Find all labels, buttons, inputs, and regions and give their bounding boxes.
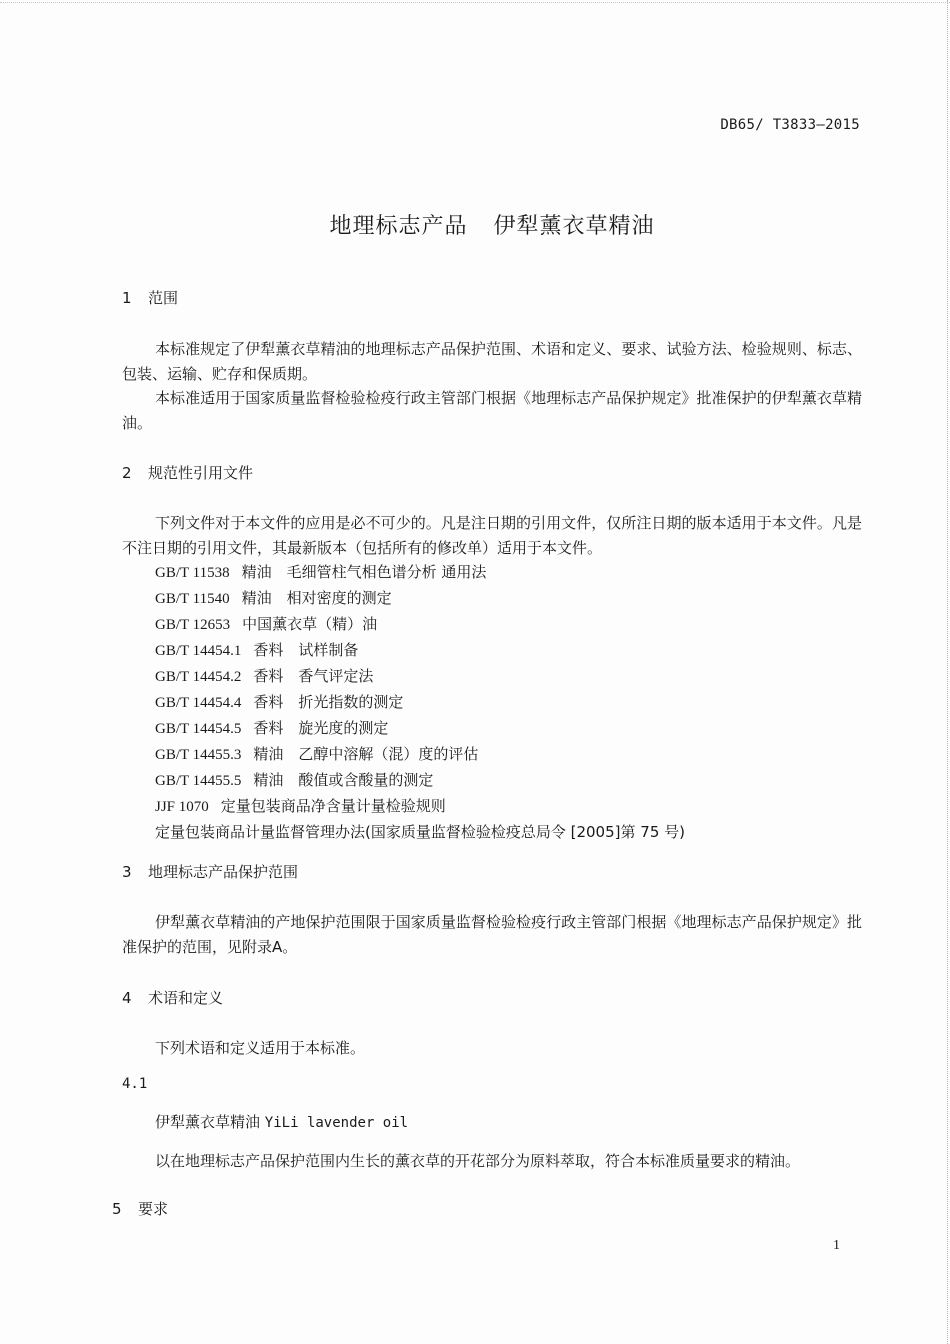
section-number: 4 <box>122 989 132 1007</box>
list-item <box>155 586 685 612</box>
reference-title: 定量包装商品计量监督管理办法(国家质量监督检验检疫总局令 [2005]第 75 号) <box>155 823 685 841</box>
scan-right-edge <box>946 0 948 1344</box>
section-number: 2 <box>122 464 132 482</box>
reference-code: GB/T 14454.1 <box>155 643 242 659</box>
list-item <box>155 768 685 794</box>
reference-title: 香料 旋光度的测定 <box>253 719 389 737</box>
reference-code: GB/T 14455.3 <box>155 747 242 763</box>
paragraph: 伊犁薰衣草精油的产地保护范围限于国家质量监督检验检疫行政主管部门根据《地理标志产品保护规定》批准保护的范围，见附录A。 <box>122 913 862 956</box>
reference-code: GB/T 14455.5 <box>155 773 242 789</box>
reference-title: 香料 折光指数的测定 <box>253 693 404 711</box>
term-name-zh: 伊犁薰衣草精油 <box>155 1113 261 1131</box>
section-heading-protection-scope <box>122 861 298 882</box>
reference-title: 香料 试样制备 <box>253 641 359 659</box>
document-title <box>0 209 950 240</box>
section-number: 5 <box>112 1200 122 1218</box>
reference-code: GB/T 11538 <box>155 565 230 581</box>
list-item <box>155 638 685 664</box>
section-heading-terms-definitions <box>122 987 223 1008</box>
list-item <box>155 742 685 768</box>
section-heading-normative-references <box>122 462 253 483</box>
reference-title: 定量包装商品净含量计量检验规则 <box>220 797 446 815</box>
document-code: DB65/ T3833—2015 <box>720 117 860 133</box>
section-number: 3 <box>122 863 132 881</box>
list-item <box>155 560 685 586</box>
paragraph: 本标准规定了伊犁薰衣草精油的地理标志产品保护范围、术语和定义、要求、试验方法、检验规则、标志、包装、运输、贮存和保质期。 <box>122 340 862 383</box>
reference-title: 精油 毛细管柱气相色谱分析 通用法 <box>241 563 487 581</box>
section-number: 1 <box>122 289 132 307</box>
list-item <box>155 612 685 638</box>
paragraph: 本标准适用于国家质量监督检验检疫行政主管部门根据《地理标志产品保护规定》批准保护的伊犁薰衣草精油。 <box>122 389 862 432</box>
section-title: 地理标志产品保护范围 <box>148 863 299 881</box>
list-item <box>155 690 685 716</box>
paragraph: 下列术语和定义适用于本标准。 <box>155 1039 366 1057</box>
reference-code: GB/T 14454.5 <box>155 721 242 737</box>
section-heading-requirements <box>112 1198 168 1219</box>
term-definition: 以在地理标志产品保护范围内生长的薰衣草的开花部分为原料萃取，符合本标准质量要求的精油。 <box>155 1152 801 1170</box>
reference-code: JJF 1070 <box>155 799 209 815</box>
section-title: 规范性引用文件 <box>148 464 254 482</box>
section-title: 范围 <box>148 289 179 307</box>
reference-title: 香料 香气评定法 <box>253 667 374 685</box>
reference-title: 中国薰衣草（精）油 <box>242 615 378 633</box>
section-title: 术语和定义 <box>148 989 224 1007</box>
term-number: 4.1 <box>122 1076 148 1092</box>
reference-title: 精油 酸值或含酸量的测定 <box>253 771 434 789</box>
title-part-1: 地理标志产品 <box>329 214 468 239</box>
section-title: 要求 <box>138 1200 169 1218</box>
reference-code: GB/T 14454.4 <box>155 695 242 711</box>
reference-code: GB/T 12653 <box>155 617 231 633</box>
list-item <box>155 716 685 742</box>
reference-title: 精油 乙醇中溶解（混）度的评估 <box>253 745 479 763</box>
page-number: 1 <box>833 1238 840 1253</box>
scan-top-edge <box>0 2 950 4</box>
list-item <box>155 794 685 820</box>
reference-title: 精油 相对密度的测定 <box>241 589 392 607</box>
title-part-2: 伊犁薰衣草精油 <box>493 214 655 239</box>
section-heading-scope <box>122 287 178 308</box>
term-name <box>155 1111 408 1132</box>
paragraph: 下列文件对于本文件的应用是必不可少的。凡是注日期的引用文件，仅所注日期的版本适用于本文件。凡是不注日期的引用文件，其最新版本（包括所有的修改单）适用于本文件。 <box>122 514 862 557</box>
reference-code: GB/T 14454.2 <box>155 669 242 685</box>
list-item <box>155 664 685 690</box>
term-name-en: YiLi lavender oil <box>264 1115 409 1131</box>
list-item <box>155 820 685 845</box>
reference-list <box>155 560 685 845</box>
reference-code: GB/T 11540 <box>155 591 230 607</box>
